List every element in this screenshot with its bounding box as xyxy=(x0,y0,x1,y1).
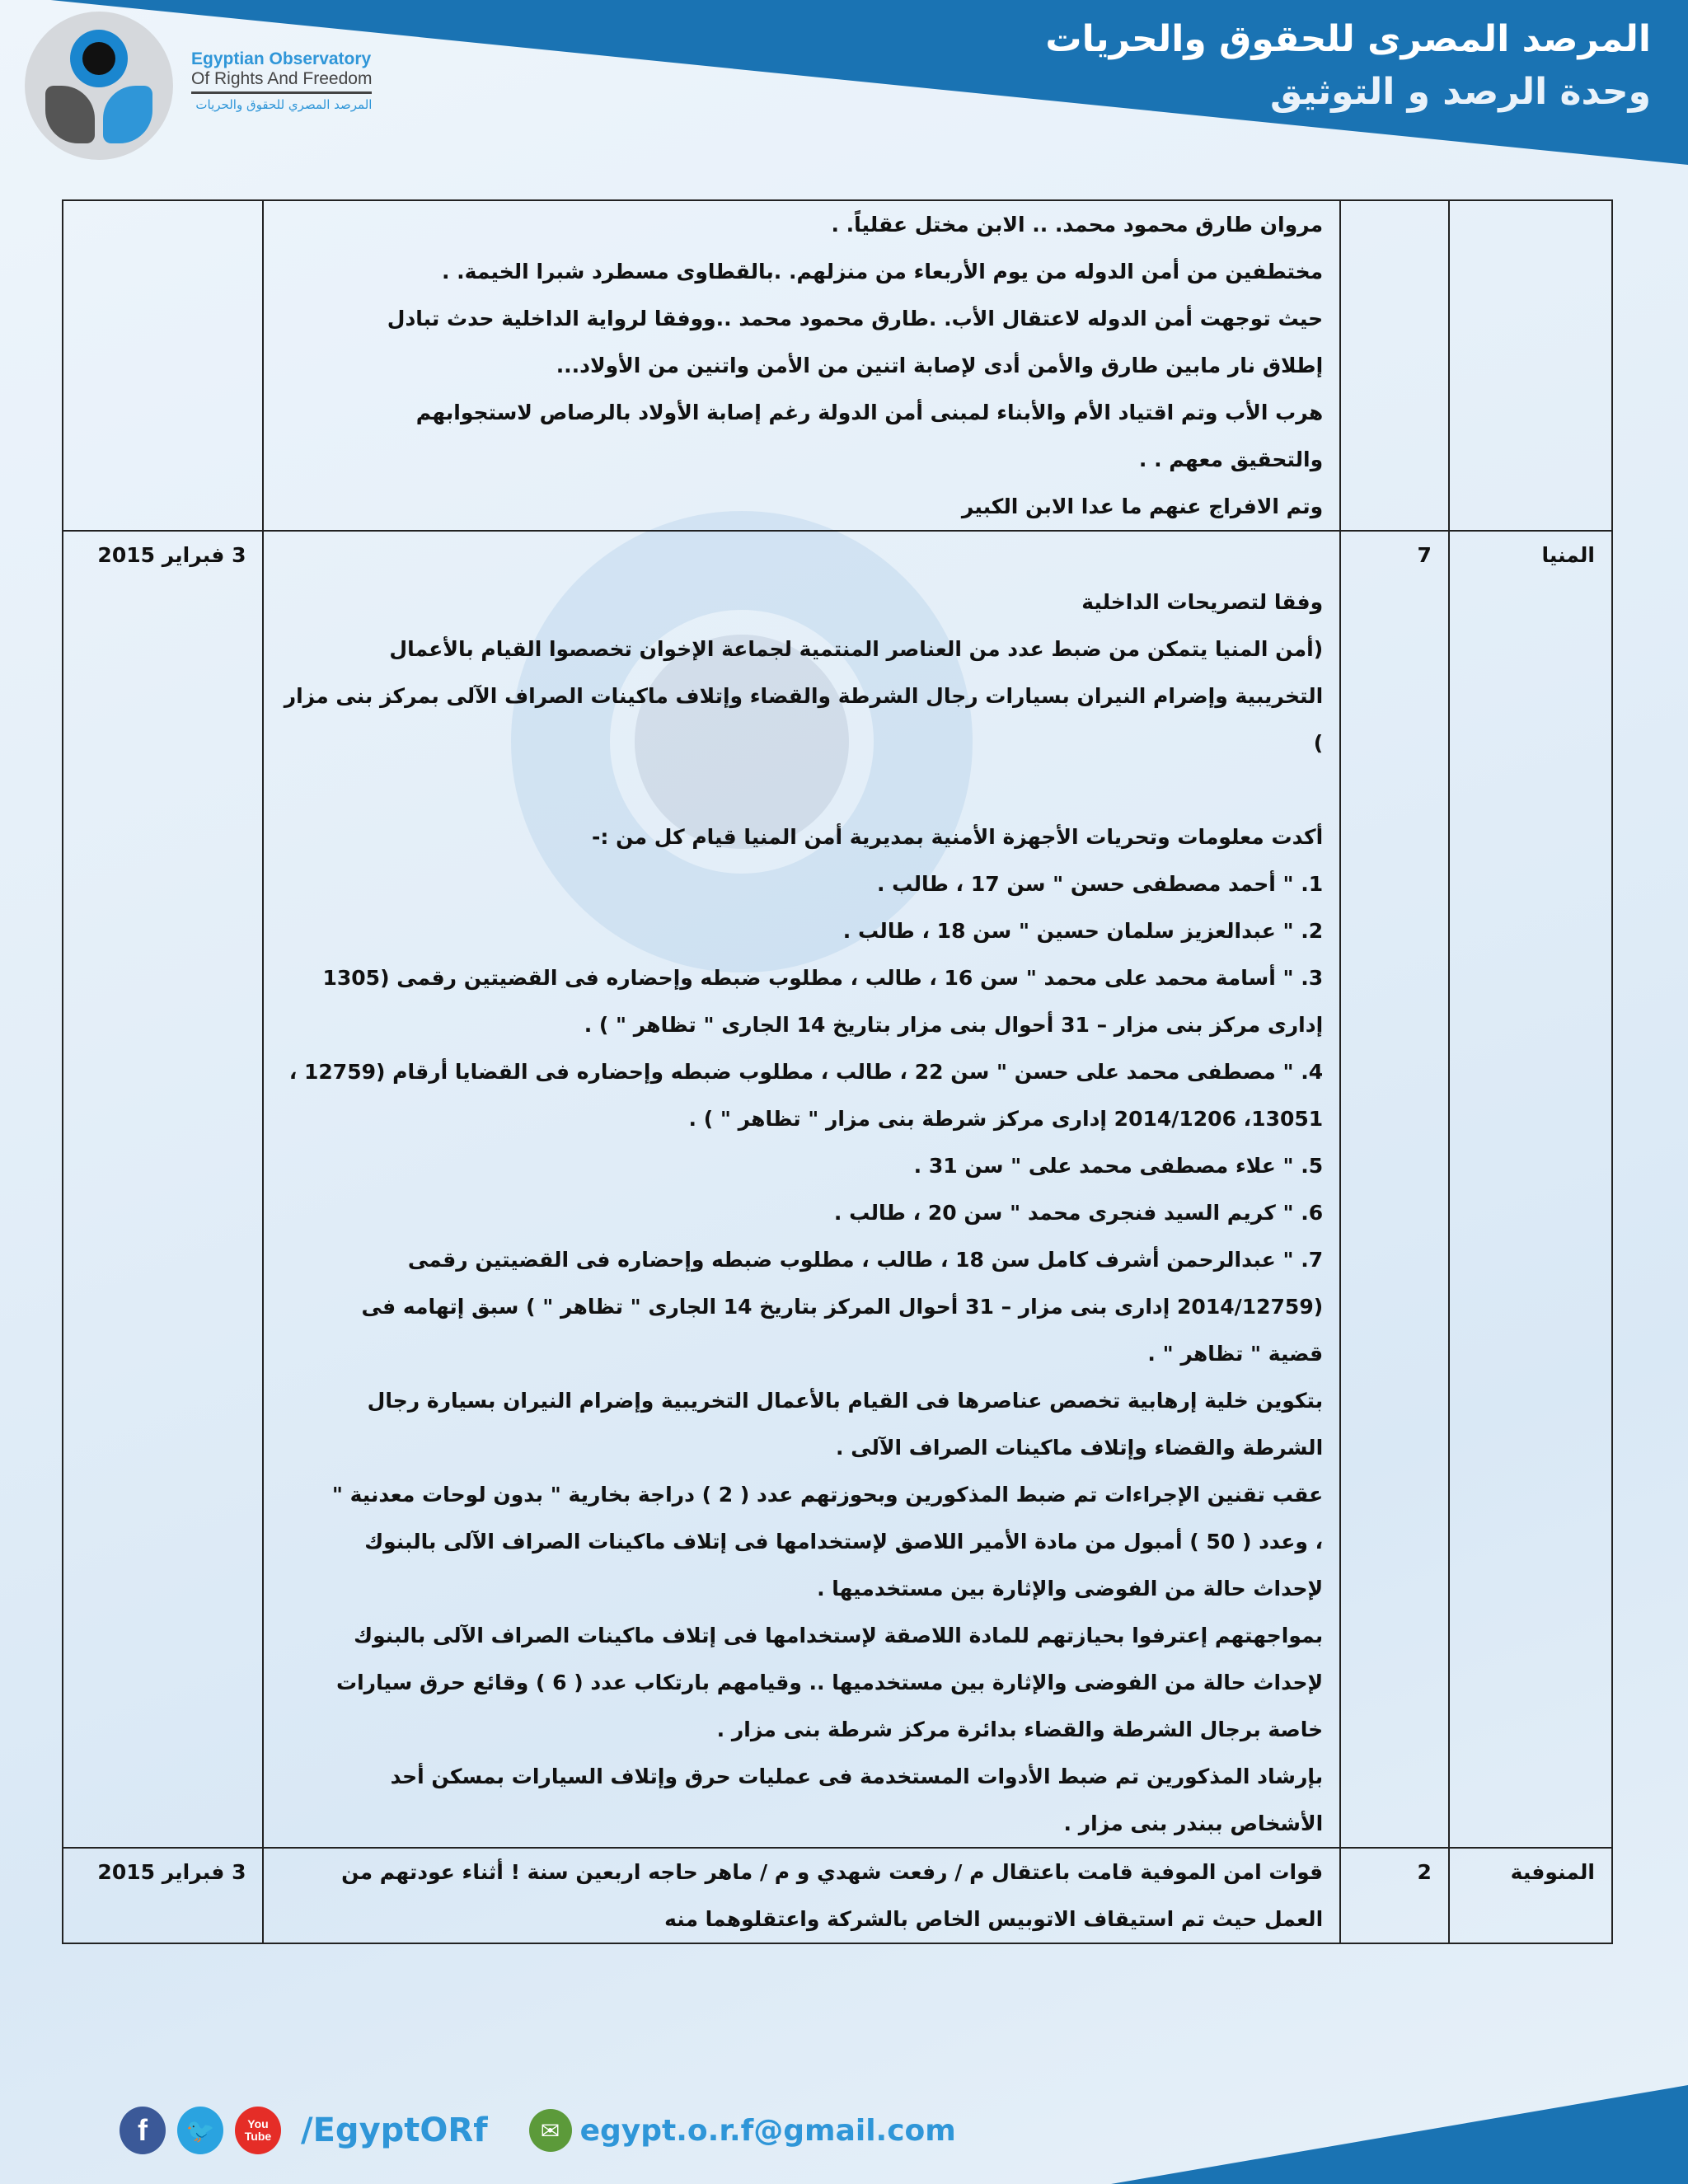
logo-pupil-icon xyxy=(82,42,115,75)
youtube-icon[interactable]: You Tube xyxy=(235,2107,281,2154)
description-line: حيث توجهت أمن الدوله لاعتقال الأب. .طارق محمود محمد ..ووفقا لرواية الداخلية حدث تبادل xyxy=(387,307,1324,330)
logo-text xyxy=(191,49,372,112)
governorate-cell: المنيا xyxy=(1449,531,1612,1848)
twitter-icon[interactable]: 🐦 xyxy=(177,2107,223,2154)
description-line: 6. " كريم السيد فنجرى محمد " سن 20 ، طالب . xyxy=(833,1201,1324,1225)
governorate-cell xyxy=(1449,200,1612,531)
description-line: الشرطة والقضاء وإتلاف ماكينات الصراف الآلى . xyxy=(836,1436,1324,1460)
logo-en-line2: Of Rights And Freedom xyxy=(191,69,372,94)
count-cell xyxy=(1340,200,1449,531)
description-cell xyxy=(263,200,1340,531)
header-subtitle: وحدة الرصد و التوثيق xyxy=(1270,71,1651,113)
logo-hand-right-icon xyxy=(103,86,152,143)
description-line: ، وعدد ( 50 ) أمبول من مادة الأمير اللاصق لإستخدامها فى إتلاف ماكينات الصراف الآلى بالبنوك xyxy=(364,1530,1324,1554)
description-line: هرب الأب وتم اقتياد الأم والأبناء لمبنى أمن الدولة رغم إصابة الأولاد بالرصاص لاستجوابهم xyxy=(415,401,1324,424)
description-line: 1. " أحمد مصطفى حسن " سن 17 ، طالب . xyxy=(876,872,1324,896)
description-line: وفقا لتصريحات الداخلية xyxy=(1081,590,1324,614)
description-line: 3. " أسامة محمد على محمد " سن 16 ، طالب ، مطلوب ضبطه وإحضاره فى القضيتين رقمى (1305 xyxy=(322,966,1324,990)
logo-ar: المرصد المصري للحقوق والحريات xyxy=(195,97,373,112)
description-line: الأشخاص ببندر بنى مزار . xyxy=(1063,1811,1324,1835)
description-line: 13051، 2014/1206 إدارى مركز شرطة بنى مزار " تظاهر " ) . xyxy=(688,1107,1324,1131)
description-line: قوات امن الموفية قامت باعتقال م / رفعت شهدي و م / ماهر حاجه اربعين سنة ! أثناء عودتهم من xyxy=(341,1860,1324,1884)
governorate-cell: المنوفية xyxy=(1449,1848,1612,1943)
description-line: والتحقيق معهم . . xyxy=(1138,448,1324,471)
email-link[interactable]: egypt.o.r.f@gmail.com xyxy=(579,2113,956,2148)
description-line: التخريبية وإضرام النيران بسيارات رجال الشرطة والقضاء وإتلاف ماكينات الصراف الآلى بمركز بنى مزار xyxy=(284,684,1324,708)
description-line: 4. " مصطفى محمد على حسن " سن 22 ، طالب ، مطلوب ضبطه وإحضاره فى القضايا أرقام (12759 ، xyxy=(288,1060,1324,1084)
description-line: بإرشاد المذكورين تم ضبط الأدوات المستخدمة فى عمليات حرق وإتلاف السيارات بمسكن أحد xyxy=(390,1765,1324,1788)
social-handle[interactable]: /EgyptORf xyxy=(301,2111,488,2149)
description-line: 7. " عبدالرحمن أشرف كامل سن 18 ، طالب ، مطلوب ضبطه وإحضاره فى القضيتين رقمى xyxy=(407,1248,1324,1272)
description-line: أكدت معلومات وتحريات الأجهزة الأمنية بمديرية أمن المنيا قيام كل من :- xyxy=(592,825,1324,849)
description-line: وتم الافراج عنهم ما عدا الابن الكبير xyxy=(961,494,1324,518)
table-row xyxy=(63,1848,1612,1943)
description-line: مروان طارق محمود محمد. .. الابن مختل عقلياً. . xyxy=(831,213,1324,237)
description-line: بتكوين خلية إرهابية تخصص عناصرها فى القيام بالأعمال التخريبية وإضرام النيران بسيارة رجال xyxy=(367,1389,1324,1413)
description-line: قضية " تظاهر " . xyxy=(1147,1342,1324,1366)
description-line: مختطفين من أمن الدوله من يوم الأربعاء من منزلهم. .بالقطاوى مسطرد شبرا الخيمة. . xyxy=(441,260,1324,284)
date-cell: 3 فبراير 2015 xyxy=(63,1848,263,1943)
description-line: العمل حيث تم استيقاف الاتوبيس الخاص بالشركة واعتقلوهما منه xyxy=(664,1907,1324,1931)
description-line: 2. " عبدالعزيز سلمان حسين " سن 18 ، طالب . xyxy=(842,919,1324,943)
description-line: (2014/12759 إدارى بنى مزار – 31 أحوال المركز بتاريخ 14 الجارى " تظاهر " ) سبق إتهامه فى xyxy=(361,1295,1324,1319)
incidents-table xyxy=(62,199,1613,1944)
description-line: 5. " علاء مصطفى محمد على " سن 31 . xyxy=(913,1154,1324,1178)
email-icon: ✉ xyxy=(529,2109,572,2152)
description-line xyxy=(280,766,1323,813)
footer-decoration xyxy=(1111,2085,1688,2184)
description-line: إطلاق نار مابين طارق والأمن أدى لإصابة اتنين من الأمن واتنين من الأولاد... xyxy=(556,354,1324,377)
description-line: خاصة برجال الشرطة والقضاء بدائرة مركز شرطة بنى مزار . xyxy=(716,1718,1324,1741)
count-cell: 7 xyxy=(1340,531,1449,1848)
organization-logo xyxy=(25,12,173,160)
date-cell: 3 فبراير 2015 xyxy=(63,531,263,1848)
description-cell xyxy=(263,1848,1340,1943)
logo-en-line1: Egyptian Observatory xyxy=(191,49,372,68)
description-cell xyxy=(263,531,1340,1848)
table-row xyxy=(63,200,1612,531)
description-line: لإحداث حالة من الفوضى والإثارة بين مستخدميها .. وقيامهم بارتكاب عدد ( 6 ) وقائع حرق سيارات xyxy=(335,1671,1324,1694)
date-cell xyxy=(63,200,263,531)
count-cell: 2 xyxy=(1340,1848,1449,1943)
table-row xyxy=(63,531,1612,1848)
description-line: بمواجهتهم إعترفوا بحيازتهم للمادة اللاصقة لإستخدامها فى إتلاف ماكينات الصراف الآلى بالبنوك xyxy=(354,1624,1324,1647)
description-line: ) xyxy=(1313,731,1324,755)
description-line xyxy=(280,532,1323,579)
description-line: لإحداث حالة من الفوضى والإثارة بين مستخدميها . xyxy=(817,1577,1324,1601)
description-line: (أمن المنيا يتمكن من ضبط عدد من العناصر المنتمية لجماعة الإخوان تخصصوا القيام بالأعمال xyxy=(389,637,1324,661)
logo-hand-left-icon xyxy=(45,86,95,143)
footer-contacts xyxy=(120,2107,956,2154)
description-line: إدارى مركز بنى مزار – 31 أحوال بنى مزار بتاريخ 14 الجارى " تظاهر " ) . xyxy=(584,1013,1324,1037)
header-title: المرصد المصرى للحقوق والحريات xyxy=(1045,18,1651,60)
facebook-icon[interactable]: f xyxy=(120,2107,166,2154)
description-line: عقب تقنين الإجراءات تم ضبط المذكورين وبحوزتهم عدد ( 2 ) دراجة بخارية " بدون لوحات معدنية " xyxy=(331,1483,1324,1507)
